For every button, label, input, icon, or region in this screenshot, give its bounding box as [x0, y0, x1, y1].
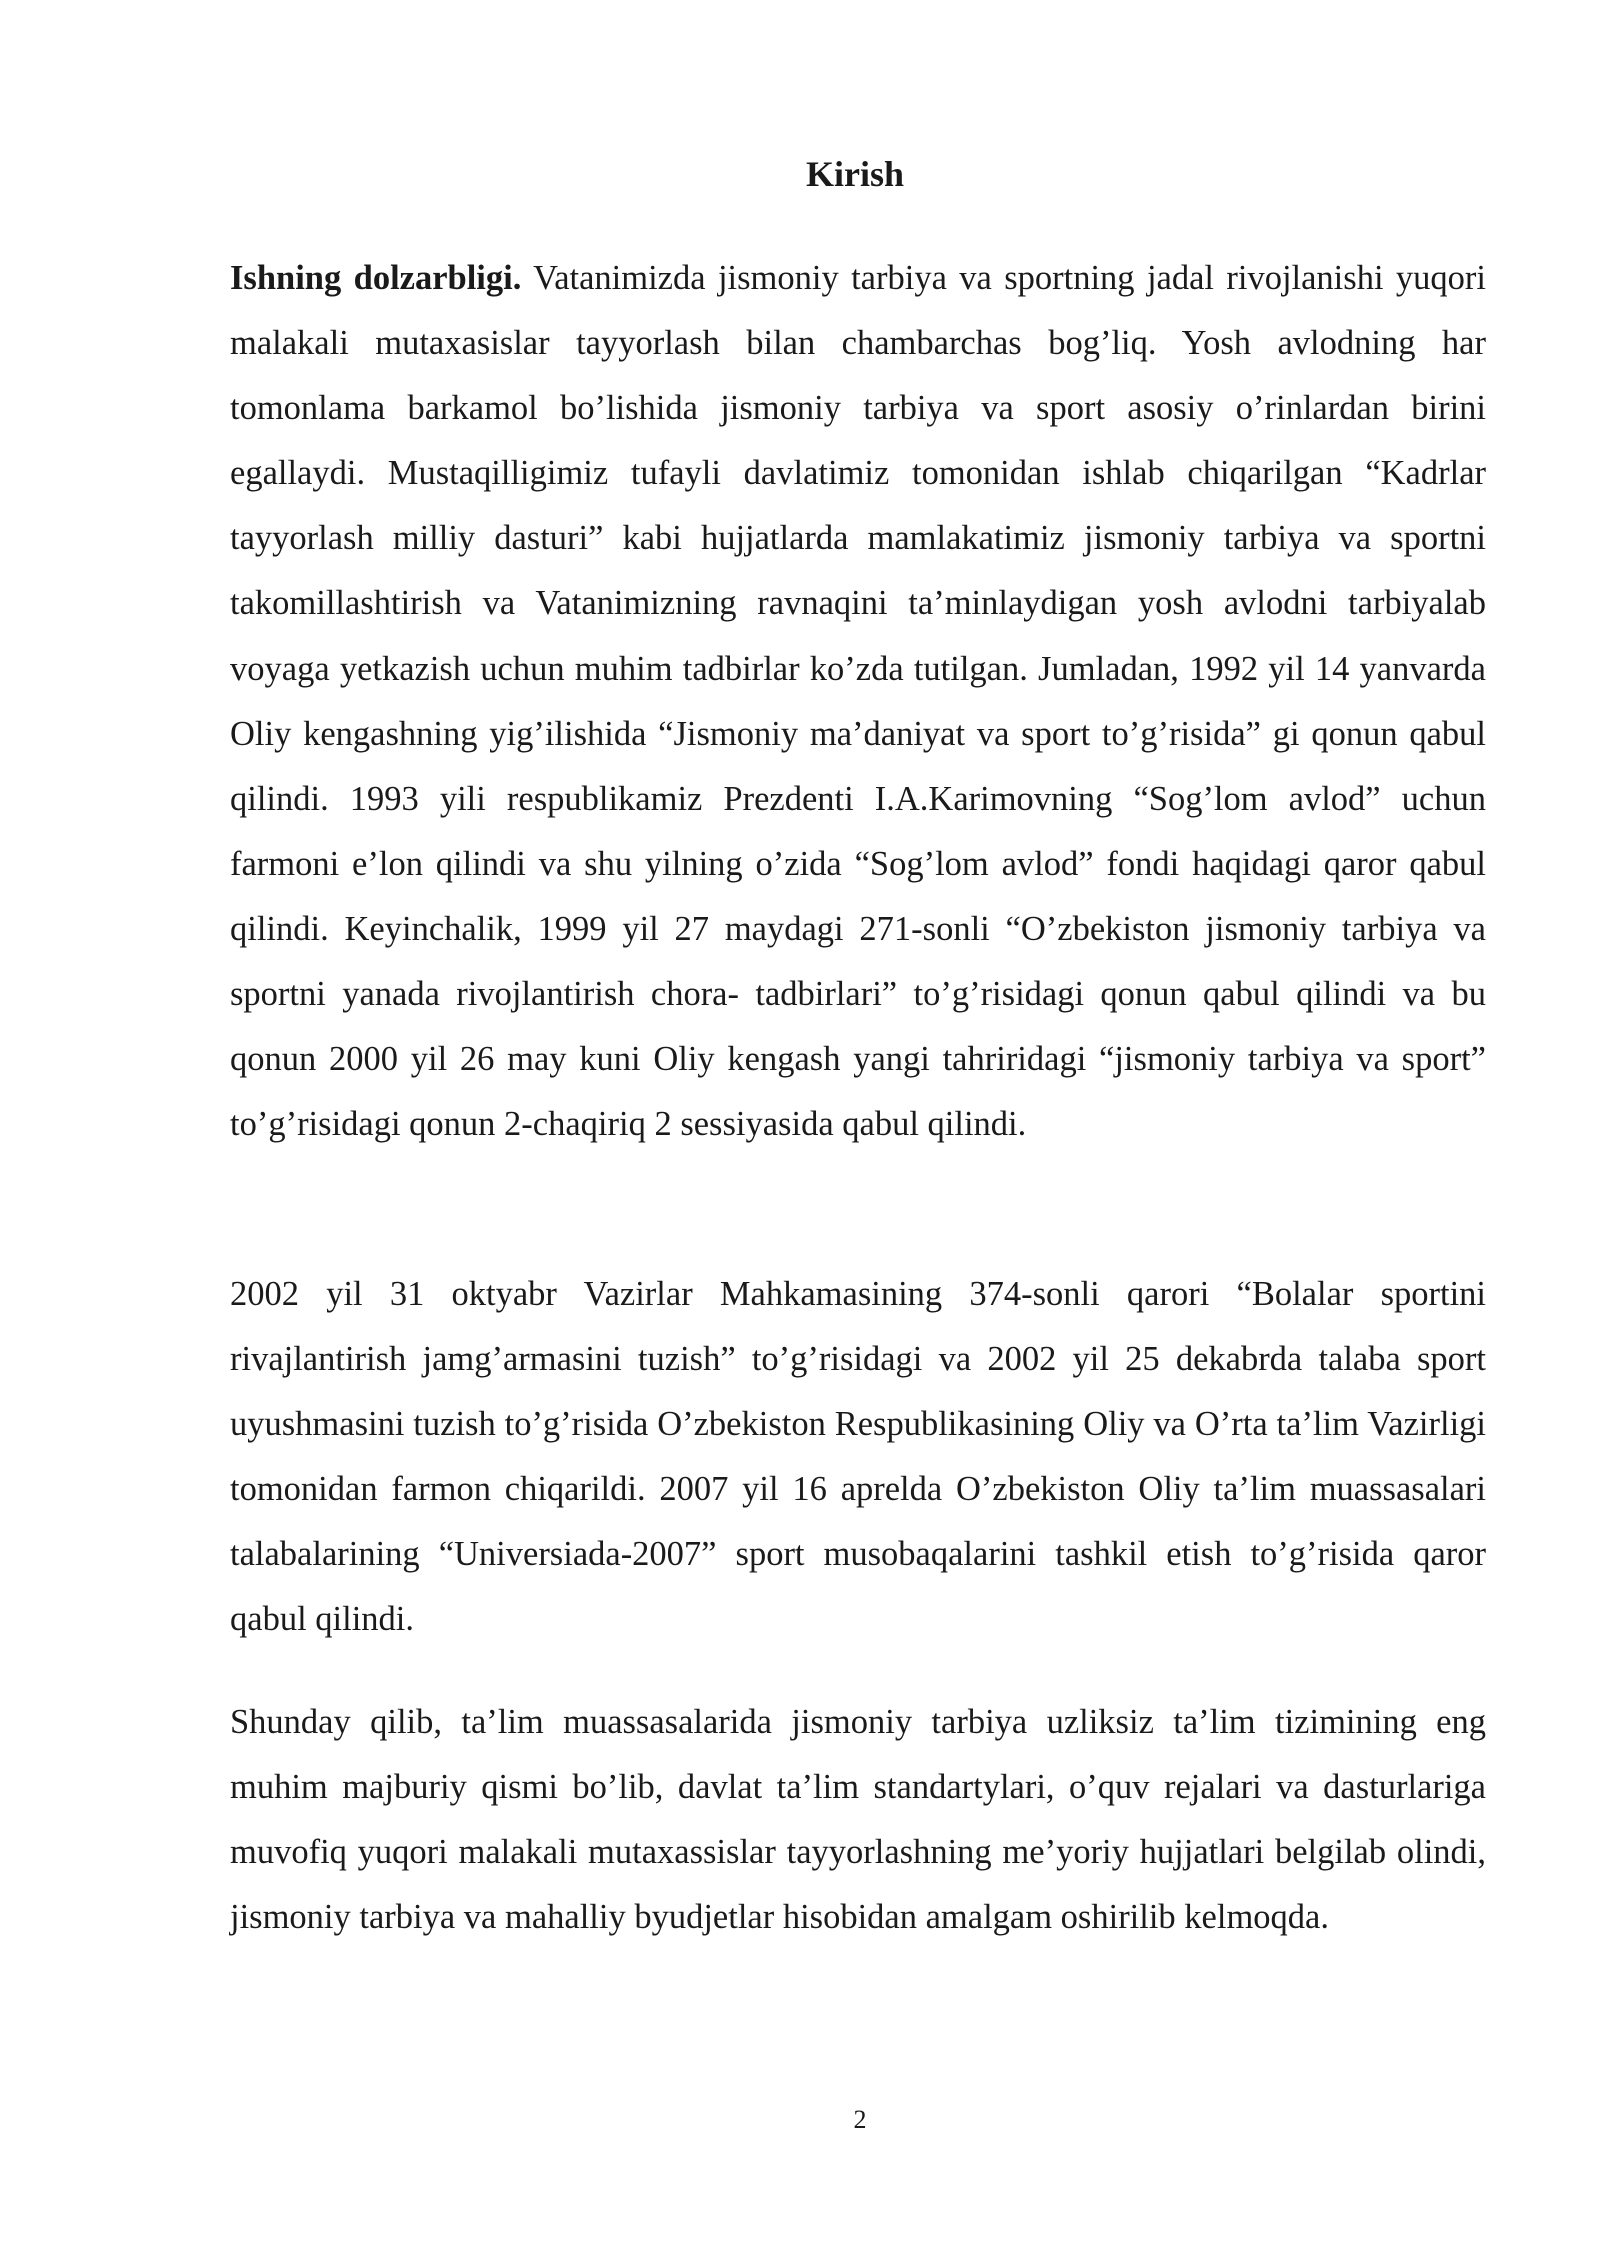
page-title: Kirish [805, 154, 904, 194]
paragraph-lead: Ishning dolzarbligi. [230, 259, 522, 297]
paragraph-relevance [230, 246, 1486, 1157]
paragraph-decrees: 2002 yil 31 oktyabr Vazirlar Mahkamasining 374-sonli qarori “Bolalar sportini rivajlantirish jamg’armasini tuzish” to’g’risidagi va 2002 yil 25 dekabrda talaba sport uyushmasini tuzish to’g’risida O’zbekiston Respublikasining Oliy va O’rta ta’lim Vazirligi tomonidan farmon chiqarildi. 2007 yil 16 aprelda O’zbekiston Oliy ta’lim muassasalari talabalarining “Universiada-2007” sport musobaqalarini tashkil etish to’g’risida qaror qabul qilindi. [230, 1275, 1486, 1639]
paragraph-text: Vatanimizda jismoniy tarbiya va sportning jadal rivojlanishi yuqori malakali mutaxasislar tayyorlash bilan chambarchas bog’liq. Yosh avlodning har tomonlama barkamol bo’lishida jismoniy tarbiya va sport asosiy o’rinlardan birini egallaydi. Mustaqilligimiz tufayli davlatimiz tomonidan ishlab chiqarilgan “Kadrlar tayyorlash milliy dasturi” kabi hujjatlarda mamlakatimiz jismoniy tarbiya va sportni takomillashtirish va Vatanimizning ravnaqini ta’minlaydigan yosh avlodni tarbiyalab voyaga yetkazish uchun muhim tadbirlar ko’zda tutilgan. Jumladan, 1992 yil 14 yanvarda Oliy kengashning yig’ilishida “Jismoniy ma’daniyat va sport to’g’risida” gi qonun qabul qilindi. 1993 yili respublikamiz Prezdenti I.A.Karimovning “Sog’lom avlod” uchun farmoni e’lon qilindi va shu yilning o’zida “Sog’lom avlod” fondi haqidagi qaror qabul qilindi. Keyinchalik, 1999 yil 27 maydagi 271-sonli “O’zbekiston jismoniy tarbiya va sportni yanada rivojlantirish chora- tadbirlari” to’g’risidagi qonun qabul qilindi va bu qonun 2000 yil 26 may kuni Oliy kengash yangi tahriridagi “jismoniy tarbiya va sport” to’g’risidagi qonun 2-chaqiriq 2 sessiyasida qabul qilindi. [230, 259, 1486, 1144]
paragraph-conclusion: Shunday qilib, ta’lim muassasalarida jismoniy tarbiya uzliksiz ta’lim tizimining eng muhim majburiy qismi bo’lib, davlat ta’lim standartylari, o’quv rejalari va dasturlariga muvofiq yuqori malakali mutaxassislar tayyorlashning me’yoriy hujjatlari belgilab olindi, jismoniy tarbiya va mahalliy byudjetlar hisobidan amalgam oshirilib kelmoqda. [230, 1703, 1486, 1937]
page-number: 2 [853, 2105, 867, 2134]
